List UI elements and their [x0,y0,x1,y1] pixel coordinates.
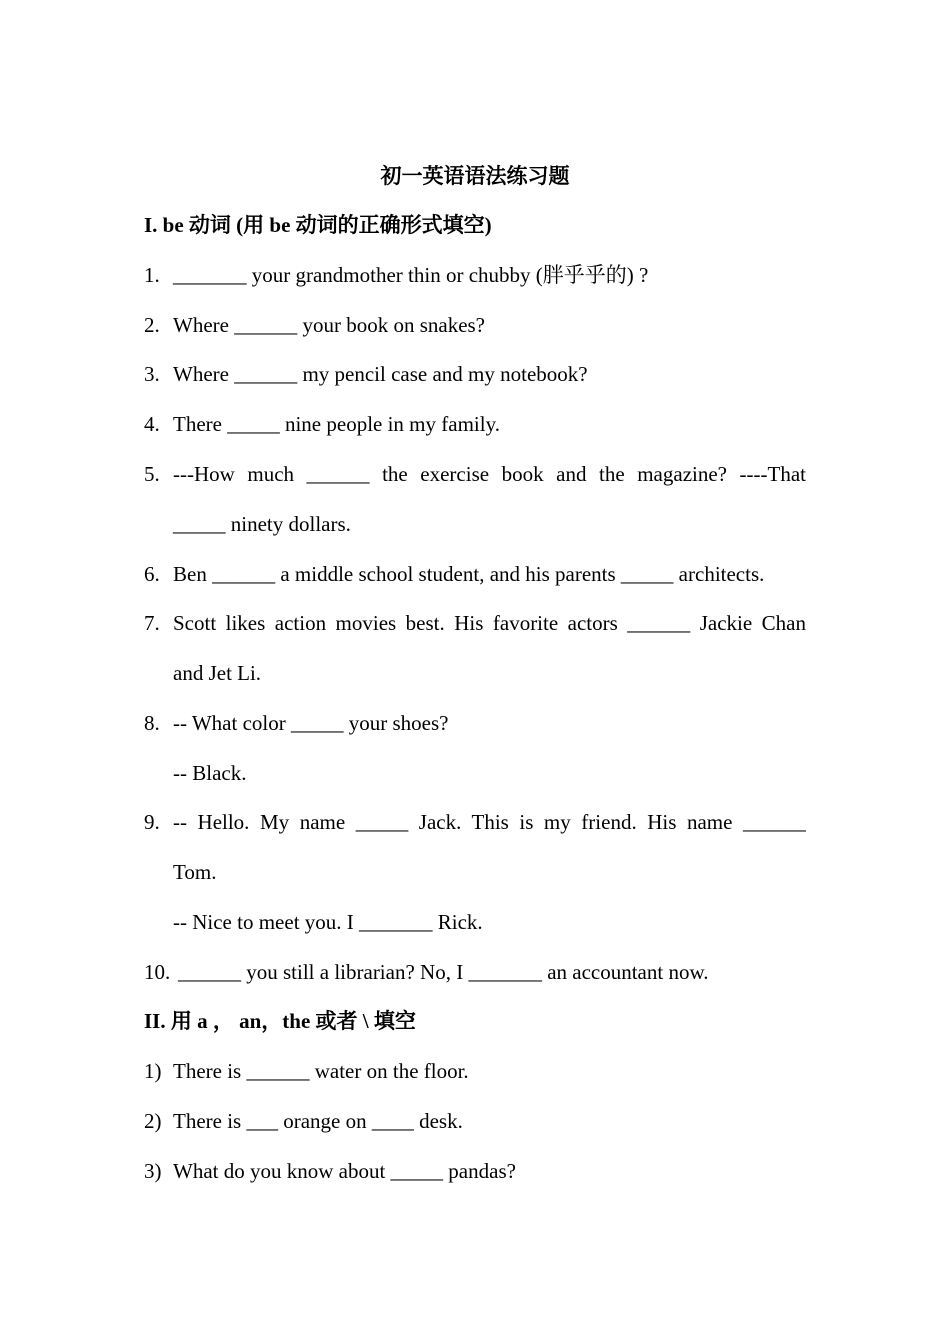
question-number: 3) [144,1159,162,1183]
question-10 [144,958,806,986]
question-5-continuation: _____ ninety dollars. [173,512,351,536]
question-number: 9. [144,810,160,834]
question-number: 6. [144,562,160,586]
question-number: 7. [144,611,160,635]
question-text: There is ___ orange on ____ desk. [173,1109,463,1133]
question-number: 5. [144,462,160,486]
question-9-reply: -- Nice to meet you. I _______ Rick. [173,910,483,934]
section-1-heading: I. be 动词 (用 be 动词的正确形式填空) [144,213,492,237]
question-8-answer: -- Black. [173,761,247,785]
article-question-3 [144,1157,806,1185]
question-text: -- Hello. My name _____ Jack. This is my friend. His name ______ [173,810,806,834]
section-2-heading: II. 用 a ， an，the 或者 \ 填空 [144,1009,416,1033]
question-number: 1. [144,263,160,287]
question-number: 1) [144,1059,162,1083]
question-text: ---How much ______ the exercise book and the magazine? ----That [173,462,806,486]
question-text: Where ______ my pencil case and my notebook? [173,362,588,386]
question-2 [144,311,806,339]
question-6 [144,560,806,588]
question-7 [144,609,806,637]
question-5 [144,460,806,488]
question-number: 10. [144,960,171,984]
question-8 [144,709,806,737]
question-number: 2. [144,313,160,337]
question-text: There is ______ water on the floor. [173,1059,469,1083]
page-title: 初一英语语法练习题 [380,164,570,188]
question-text: Ben ______ a middle school student, and his parents _____ architects. [173,562,765,586]
question-3 [144,360,806,388]
question-number: 2) [144,1109,162,1133]
question-9 [144,808,806,836]
question-text: Where ______ your book on snakes? [173,313,486,337]
article-question-2 [144,1107,806,1135]
question-number: 8. [144,711,160,735]
question-9-continuation: Tom. [173,860,217,884]
question-text: ______ you still a librarian? No, I _______ an accountant now. [178,960,709,984]
question-text: There _____ nine people in my family. [173,412,500,436]
question-number: 4. [144,412,160,436]
question-1 [144,261,806,289]
question-text: _______ your grandmother thin or chubby (胖乎乎的) ? [173,263,649,287]
question-7-continuation: and Jet Li. [173,661,262,685]
question-4 [144,410,806,438]
question-number: 3. [144,362,160,386]
question-text: Scott likes action movies best. His favorite actors ______ Jackie Chan [173,611,806,635]
article-question-1 [144,1057,806,1085]
question-text: -- What color _____ your shoes? [173,711,449,735]
question-text: What do you know about _____ pandas? [173,1159,516,1183]
